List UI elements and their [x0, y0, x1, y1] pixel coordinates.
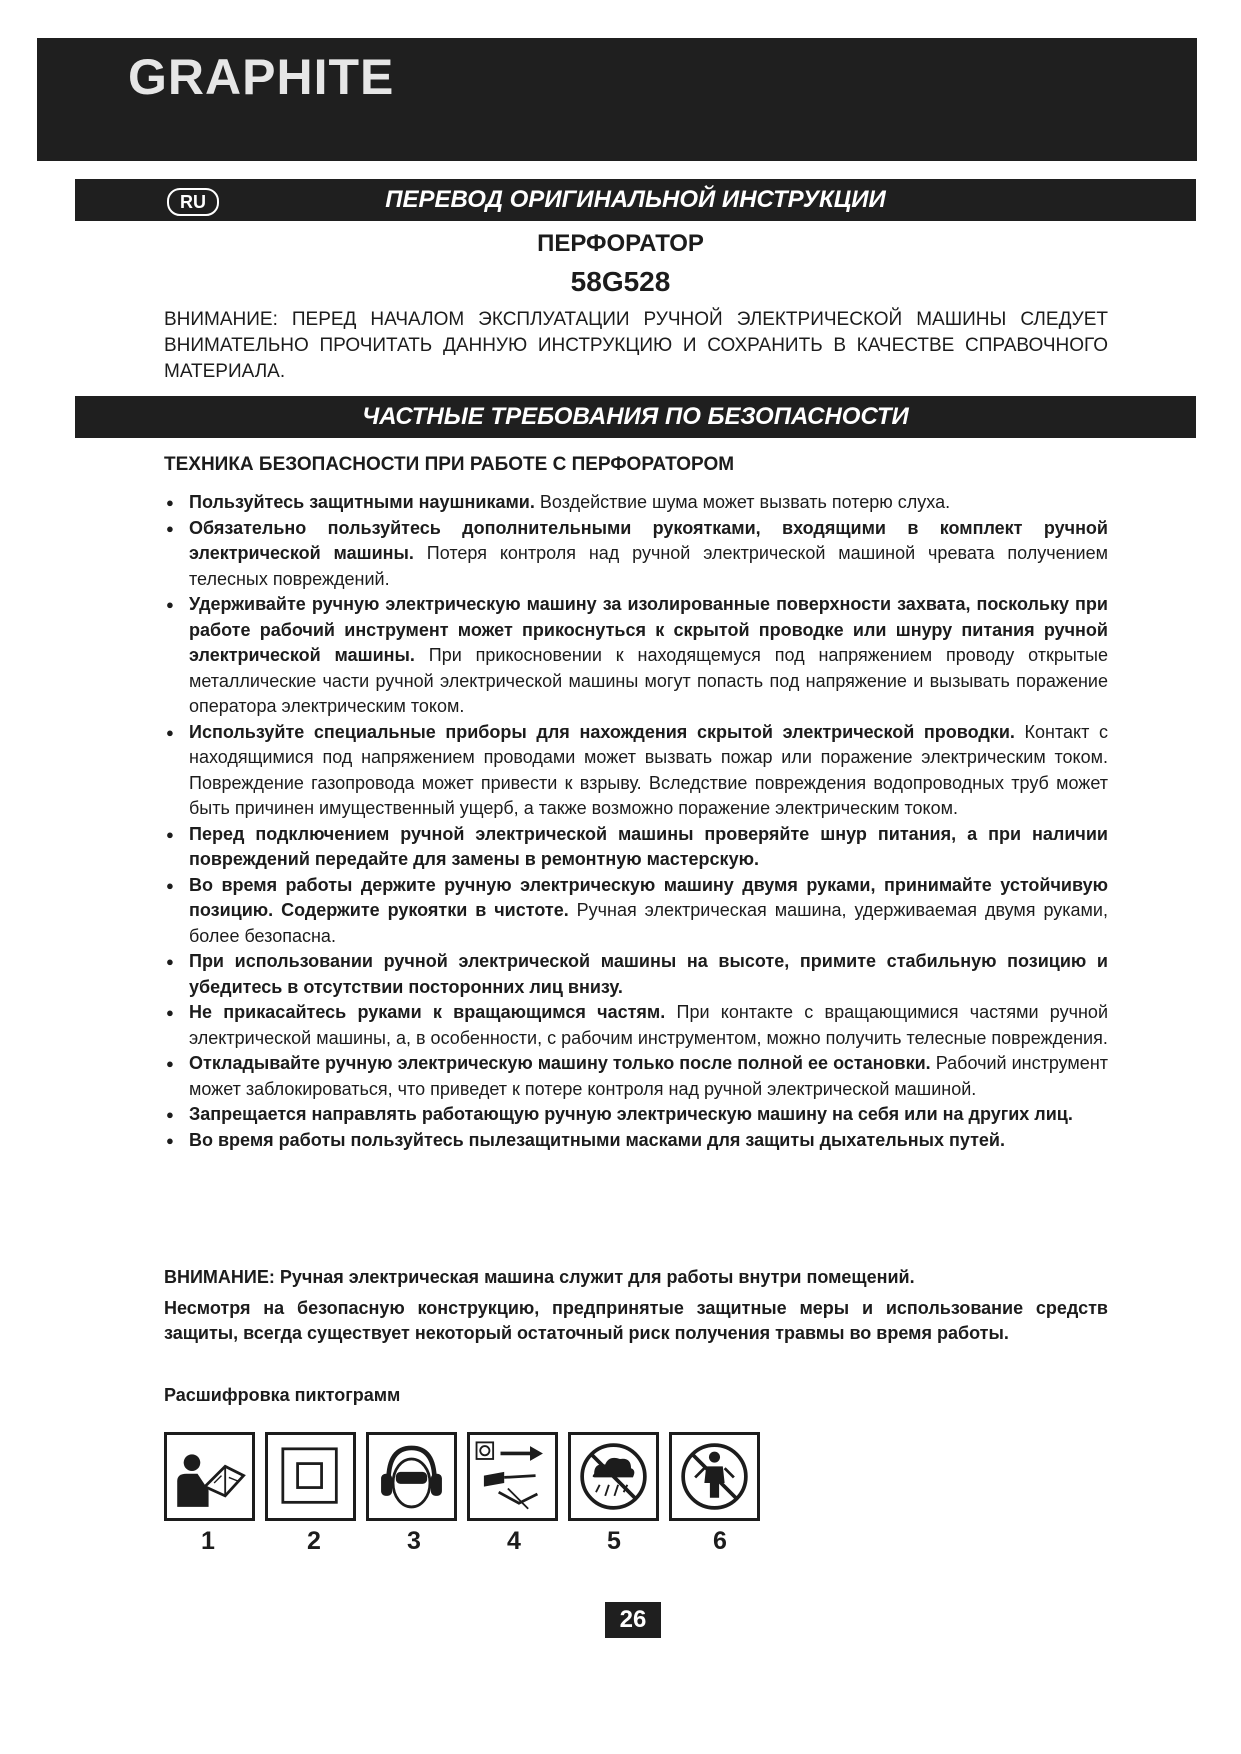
- model-number: 58G528: [570, 266, 671, 297]
- safety-band: [75, 396, 1196, 438]
- safety-rule-text: Воздействие шума может вызвать потерю слуха.: [534, 492, 951, 512]
- safety-rule-item: [164, 1000, 1108, 1051]
- product-title: ПЕРФОРАТОР: [537, 230, 704, 257]
- intro-warning: ВНИМАНИЕ: ПЕРЕД НАЧАЛОМ ЭКСПЛУАТАЦИИ РУЧНОЙ ЭЛЕКТРИЧЕСКОЙ МАШИНЫ СЛЕДУЕТ ВНИМАТЕЛЬНО ПРОЧИТАТЬ ДАННУЮ ИНСТРУКЦИЮ И СОХРАНИТЬ В КАЧЕСТВЕ СПРАВОЧНОГО МАТЕРИАЛА.: [164, 309, 1108, 382]
- ear-eye-protection-icon: [366, 1432, 457, 1521]
- safety-rule-item: [164, 1102, 1108, 1128]
- safety-band-title: ЧАСТНЫЕ ТРЕБОВАНИЯ ПО БЕЗОПАСНОСТИ: [362, 403, 909, 430]
- safety-rule-item: [164, 822, 1108, 873]
- safety-rule-bold: Во время работы держите ручную электрическую машину двумя руками, принимайте устойчивую позицию. Содержите рукоятки в чистоте.: [189, 874, 1108, 920]
- brand-logo: GRAPHITE: [128, 49, 395, 105]
- double-insulation-icon: [265, 1432, 356, 1521]
- safety-rule-item: [164, 1128, 1108, 1154]
- pictograms-heading: Расшифровка пиктограмм: [164, 1385, 401, 1405]
- no-rain-icon: [568, 1432, 659, 1521]
- safety-rule-bold: Пользуйтесь защитными наушниками.: [189, 492, 535, 512]
- safety-rule-bold: Обязательно пользуйтесь дополнительными рукоятками, входящими в комплект ручной электрической машины.: [189, 517, 1108, 563]
- safety-rule-bold: Запрещается направлять работающую ручную электрическую машину на себя или на других лиц.: [189, 1104, 1073, 1124]
- safety-rule-item: [164, 592, 1108, 720]
- safety-rule-text: При прикосновении к находящемуся под напряжением проводу открытые металлические части ручной электрической машины могут попасть под напряжение и вызывать поражение оператора электрическим током.: [189, 645, 1108, 716]
- safety-rule-bold: Перед подключением ручной электрической машины проверяйте шнур питания, а при наличии повреждений передайте для замены в ремонтную мастерскую.: [189, 823, 1108, 869]
- safety-rule-bold: При использовании ручной электрической машины на высоте, примите стабильную позицию и убедитесь в отсутствии посторонних лиц внизу.: [189, 951, 1108, 997]
- unplug-before-service-icon: [467, 1432, 558, 1521]
- translation-band: [75, 179, 1196, 221]
- safety-rule-bold: Во время работы пользуйтесь пылезащитными масками для защиты дыхательных путей.: [189, 1129, 1005, 1150]
- pictogram-number: 1: [201, 1527, 215, 1555]
- page-number: 26: [605, 1602, 661, 1638]
- safety-rule-text: Потеря контроля над ручной электрической машиной чревата получением телесных повреждений.: [189, 543, 1108, 589]
- attention-note: ВНИМАНИЕ: Ручная электрическая машина служит для работы внутри помещений.: [164, 1267, 915, 1287]
- safety-rule-item: [164, 873, 1108, 950]
- safety-rule-bold: Не прикасайтесь руками к вращающимся частям.: [189, 1002, 666, 1022]
- safety-rules-list: [164, 490, 1108, 1153]
- safety-rule-item: [164, 490, 1108, 516]
- safety-rule-bold: Удерживайте ручную электрическую машину за изолированные поверхности захвата, поскольку при работе рабочий инструмент может прикоснуться к скрытой проводке или шнуру питания ручной электрической машины.: [189, 594, 1108, 665]
- safety-rule-text: Рабочий инструмент может заблокироваться, что приведет к потере контроля над ручной электрической машиной.: [189, 1053, 1109, 1099]
- read-manual-icon: [164, 1432, 255, 1521]
- pictogram-number: 6: [713, 1527, 727, 1555]
- language-badge: RU: [167, 188, 219, 216]
- residual-risk-note: Несмотря на безопасную конструкцию, предпринятые защитные меры и использование средств защиты, всегда существует некоторый остаточный риск получения травмы во время работы.: [164, 1298, 1108, 1343]
- pictogram-number: 3: [407, 1527, 421, 1555]
- safety-rule-bold: Откладывайте ручную электрическую машину только после полной ее остановки.: [189, 1053, 931, 1073]
- section-heading: ТЕХНИКА БЕЗОПАСНОСТИ ПРИ РАБОТЕ С ПЕРФОРАТОРОМ: [164, 454, 735, 475]
- translation-band-title: ПЕРЕВОД ОРИГИНАЛЬНОЙ ИНСТРУКЦИИ: [385, 186, 886, 213]
- safety-rule-item: [164, 720, 1108, 822]
- safety-rule-item: [164, 949, 1108, 1000]
- safety-rule-text: Ручная электрическая машина, удерживаемая двумя руками, более безопасна.: [189, 900, 1108, 946]
- pictogram-number: 5: [607, 1527, 621, 1555]
- pictogram-number: 4: [507, 1527, 521, 1555]
- pictogram-number: 2: [307, 1527, 321, 1555]
- keep-children-away-icon: [669, 1432, 760, 1521]
- safety-rule-item: [164, 516, 1108, 593]
- safety-rule-bold: Используйте специальные приборы для нахождения скрытой электрической проводки.: [189, 721, 1015, 742]
- safety-rule-text: При контакте с вращающимися частями ручной электрической машины, а, в особенности, с рабочим инструментом, можно получить телесные повреждения.: [189, 1002, 1108, 1048]
- safety-rule-text: Контакт с находящимися под напряжением проводами может вызвать пожар или поражение электрическим током. Повреждение газопровода может привести к взрыву. Вследствие повреждения водопроводных труб может быть причинен имущественный ущерб, а также возможно поражение электрическим током.: [189, 721, 1109, 818]
- safety-rule-item: [164, 1051, 1108, 1102]
